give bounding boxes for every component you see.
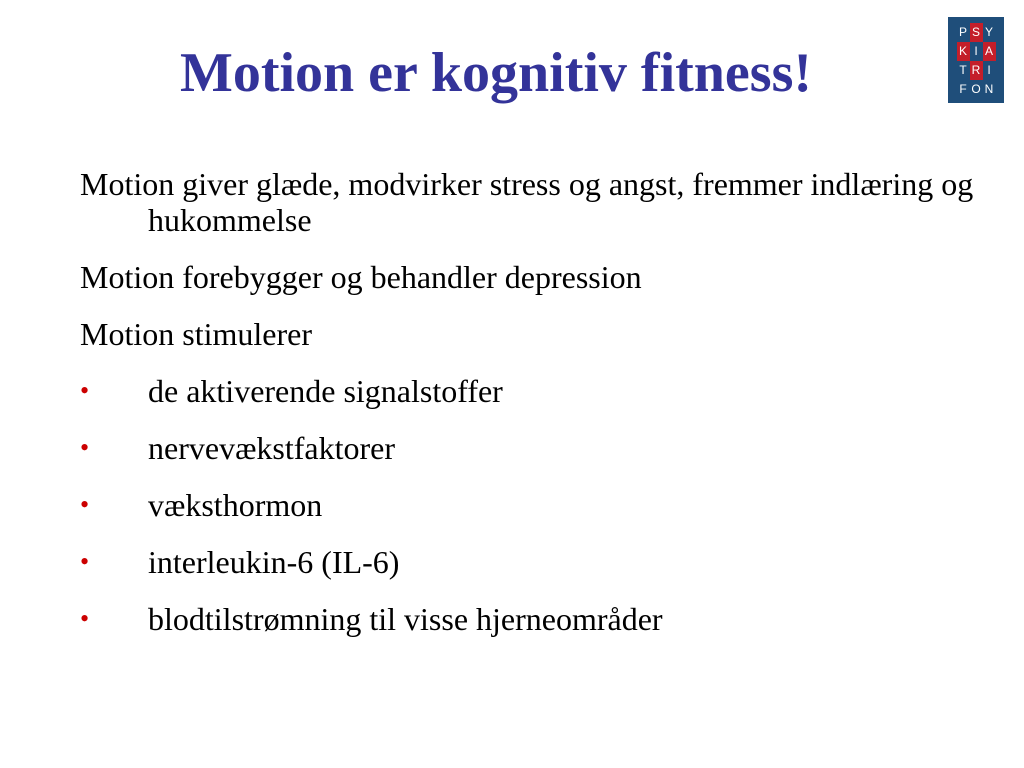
logo-row-3 [948, 61, 1004, 80]
bullet-icon: • [80, 547, 90, 576]
logo-letter: T [959, 63, 967, 77]
logo-row-4 [948, 80, 1004, 99]
logo-letter: Y [984, 25, 993, 39]
bullet-list [80, 373, 980, 637]
logo-letter: E [971, 101, 980, 115]
bullet-item [80, 373, 980, 409]
bullet-text: blodtilstrømning til visse hjerneområder [148, 601, 663, 637]
logo-row-5 [948, 99, 1004, 118]
bullet-item [80, 544, 980, 580]
bullet-text: de aktiverende signalstoffer [148, 373, 503, 409]
paragraph-motion-joy: Motion giver glæde, modvirker stress og angst, fremmer indlæring og hukommelse [80, 166, 974, 238]
bullet-text: væksthormon [148, 487, 323, 523]
logo-letter: O [971, 82, 981, 96]
logo-letter: I [987, 63, 991, 77]
logo-letter: I [974, 44, 978, 58]
paragraph-motion-depression: Motion forebygger og behandler depression [80, 259, 642, 295]
logo-letter: A [983, 42, 996, 61]
bullet-icon: • [80, 376, 90, 405]
psykiatrifonden-logo [948, 17, 1004, 115]
logo-letter: S [970, 23, 983, 42]
logo-letter: K [957, 42, 970, 61]
logo-letter: N [984, 101, 994, 115]
slide-title: Motion er kognitiv fitness! [179, 42, 813, 104]
bullet-item [80, 430, 980, 466]
logo-row-1 [948, 23, 1004, 42]
logo-letter: R [970, 61, 983, 80]
logo-letter: N [984, 82, 994, 96]
logo-letter: D [958, 101, 968, 115]
bullet-item [80, 601, 980, 637]
bullet-item [80, 487, 980, 523]
bullet-text: nervevækstfaktorer [148, 430, 396, 466]
logo-letter: P [958, 25, 967, 39]
bullet-icon: • [80, 433, 90, 462]
bullet-text: interleukin-6 (IL-6) [148, 544, 400, 580]
bullet-icon: • [80, 490, 90, 519]
logo-row-2 [948, 42, 1004, 61]
bullet-icon: • [80, 604, 90, 633]
slide-body [80, 166, 980, 658]
logo-letter: F [959, 82, 967, 96]
paragraph-motion-stimulates: Motion stimulerer [80, 316, 312, 352]
